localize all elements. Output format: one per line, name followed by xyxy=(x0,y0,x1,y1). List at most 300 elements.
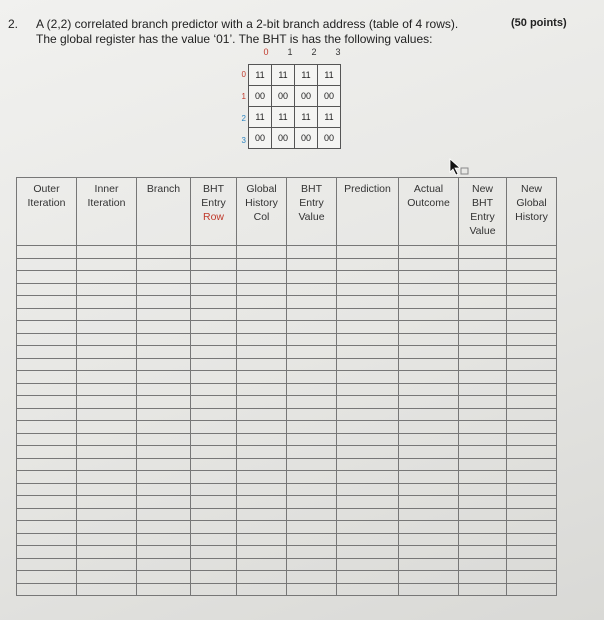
table-cell[interactable] xyxy=(237,496,287,509)
table-cell[interactable] xyxy=(17,433,77,446)
table-cell[interactable] xyxy=(399,408,459,421)
table-cell[interactable] xyxy=(399,546,459,559)
column-header-line: History xyxy=(245,197,278,209)
table-cell[interactable] xyxy=(287,571,337,584)
table-cell[interactable] xyxy=(191,508,237,521)
table-cell[interactable] xyxy=(191,421,237,434)
table-cell[interactable] xyxy=(191,483,237,496)
table-cell[interactable] xyxy=(507,258,557,271)
table-cell[interactable] xyxy=(337,458,399,471)
table-cell[interactable] xyxy=(17,383,77,396)
table-cell[interactable] xyxy=(459,583,507,596)
table-cell[interactable] xyxy=(237,296,287,309)
table-cell[interactable] xyxy=(17,258,77,271)
table-cell[interactable] xyxy=(337,508,399,521)
column-header xyxy=(399,178,459,246)
table-cell[interactable] xyxy=(77,321,137,334)
table-cell[interactable] xyxy=(237,271,287,284)
table-cell[interactable] xyxy=(337,533,399,546)
table-cell[interactable] xyxy=(337,308,399,321)
table-cell[interactable] xyxy=(287,396,337,409)
table-cell[interactable] xyxy=(137,358,191,371)
table-cell[interactable] xyxy=(77,396,137,409)
table-cell[interactable] xyxy=(459,521,507,534)
table-cell[interactable] xyxy=(17,583,77,596)
table-row xyxy=(17,483,557,496)
table-cell[interactable] xyxy=(459,483,507,496)
table-cell[interactable] xyxy=(137,383,191,396)
table-cell[interactable] xyxy=(507,446,557,459)
table-row xyxy=(17,421,557,434)
table-cell[interactable] xyxy=(237,346,287,359)
bht-row-header: 0 xyxy=(241,70,246,79)
table-cell[interactable] xyxy=(137,258,191,271)
table-cell[interactable] xyxy=(17,458,77,471)
table-cell[interactable] xyxy=(77,483,137,496)
table-cell[interactable] xyxy=(287,346,337,359)
table-cell[interactable] xyxy=(337,333,399,346)
table-cell[interactable] xyxy=(287,246,337,259)
table-cell[interactable] xyxy=(191,333,237,346)
bht-row-header: 1 xyxy=(241,92,246,101)
table-cell[interactable] xyxy=(237,458,287,471)
table-cell[interactable] xyxy=(507,408,557,421)
table-cell[interactable] xyxy=(507,521,557,534)
table-cell[interactable] xyxy=(77,508,137,521)
table-cell[interactable] xyxy=(237,246,287,259)
table-cell[interactable] xyxy=(191,433,237,446)
table-cell[interactable] xyxy=(17,408,77,421)
table-cell[interactable] xyxy=(507,271,557,284)
table-cell[interactable] xyxy=(191,446,237,459)
table-cell[interactable] xyxy=(287,458,337,471)
table-cell[interactable] xyxy=(507,546,557,559)
table-cell[interactable] xyxy=(399,433,459,446)
table-cell[interactable] xyxy=(17,533,77,546)
table-cell[interactable] xyxy=(237,258,287,271)
table-cell[interactable] xyxy=(399,321,459,334)
table-cell[interactable] xyxy=(459,546,507,559)
table-cell[interactable] xyxy=(507,396,557,409)
table-cell[interactable] xyxy=(399,246,459,259)
table-cell[interactable] xyxy=(399,371,459,384)
table-cell[interactable] xyxy=(507,358,557,371)
table-cell[interactable] xyxy=(137,446,191,459)
table-cell[interactable] xyxy=(459,533,507,546)
table-cell[interactable] xyxy=(137,558,191,571)
table-cell[interactable] xyxy=(459,371,507,384)
table-cell[interactable] xyxy=(287,496,337,509)
table-cell[interactable] xyxy=(507,571,557,584)
table-cell[interactable] xyxy=(17,358,77,371)
table-cell[interactable] xyxy=(137,471,191,484)
table-cell[interactable] xyxy=(137,458,191,471)
table-cell[interactable] xyxy=(77,421,137,434)
table-cell[interactable] xyxy=(337,358,399,371)
bht-cell: 00 xyxy=(249,86,272,107)
table-cell[interactable] xyxy=(337,396,399,409)
table-cell[interactable] xyxy=(287,546,337,559)
column-header-line: Entry xyxy=(470,211,495,223)
table-cell[interactable] xyxy=(191,396,237,409)
table-cell[interactable] xyxy=(237,333,287,346)
table-cell[interactable] xyxy=(507,433,557,446)
table-cell[interactable] xyxy=(17,246,77,259)
table-cell[interactable] xyxy=(77,346,137,359)
table-cell[interactable] xyxy=(399,446,459,459)
table-cell[interactable] xyxy=(399,333,459,346)
table-cell[interactable] xyxy=(77,558,137,571)
column-header-line: BHT xyxy=(203,183,224,195)
table-cell[interactable] xyxy=(77,358,137,371)
table-row xyxy=(17,371,557,384)
table-cell[interactable] xyxy=(459,258,507,271)
bht-cell: 11 xyxy=(318,107,341,128)
table-cell[interactable] xyxy=(191,496,237,509)
table-cell[interactable] xyxy=(237,571,287,584)
table-cell[interactable] xyxy=(237,308,287,321)
table-cell[interactable] xyxy=(459,558,507,571)
table-cell[interactable] xyxy=(77,458,137,471)
table-cell[interactable] xyxy=(77,296,137,309)
table-cell[interactable] xyxy=(507,496,557,509)
table-cell[interactable] xyxy=(191,321,237,334)
table-cell[interactable] xyxy=(17,308,77,321)
table-cell[interactable] xyxy=(77,546,137,559)
table-cell[interactable] xyxy=(237,358,287,371)
table-cell[interactable] xyxy=(459,446,507,459)
table-cell[interactable] xyxy=(191,296,237,309)
table-cell[interactable] xyxy=(191,283,237,296)
table-cell[interactable] xyxy=(191,558,237,571)
table-cell[interactable] xyxy=(287,271,337,284)
table-cell[interactable] xyxy=(459,508,507,521)
table-cell[interactable] xyxy=(399,521,459,534)
table-cell[interactable] xyxy=(287,371,337,384)
table-cell[interactable] xyxy=(287,471,337,484)
table-cell[interactable] xyxy=(191,571,237,584)
table-cell[interactable] xyxy=(237,471,287,484)
table-cell[interactable] xyxy=(77,283,137,296)
table-cell[interactable] xyxy=(507,558,557,571)
table-cell[interactable] xyxy=(459,396,507,409)
table-row xyxy=(17,546,557,559)
table-cell[interactable] xyxy=(459,458,507,471)
table-cell[interactable] xyxy=(459,333,507,346)
table-cell[interactable] xyxy=(77,408,137,421)
table-cell[interactable] xyxy=(191,458,237,471)
table-cell[interactable] xyxy=(17,558,77,571)
table-cell[interactable] xyxy=(237,521,287,534)
table-cell[interactable] xyxy=(459,271,507,284)
table-cell[interactable] xyxy=(507,458,557,471)
table-cell[interactable] xyxy=(191,371,237,384)
table-row xyxy=(17,408,557,421)
table-cell[interactable] xyxy=(507,321,557,334)
table-cell[interactable] xyxy=(17,396,77,409)
table-cell[interactable] xyxy=(137,496,191,509)
table-cell[interactable] xyxy=(137,533,191,546)
table-cell[interactable] xyxy=(287,433,337,446)
table-cell[interactable] xyxy=(507,508,557,521)
table-cell[interactable] xyxy=(459,496,507,509)
table-cell[interactable] xyxy=(17,483,77,496)
table-cell[interactable] xyxy=(137,333,191,346)
table-cell[interactable] xyxy=(287,283,337,296)
table-cell[interactable] xyxy=(399,396,459,409)
table-cell[interactable] xyxy=(77,258,137,271)
table-cell[interactable] xyxy=(459,321,507,334)
table-cell[interactable] xyxy=(191,408,237,421)
table-cell[interactable] xyxy=(507,246,557,259)
table-cell[interactable] xyxy=(77,371,137,384)
bht-cell: 11 xyxy=(249,65,272,86)
table-cell[interactable] xyxy=(459,433,507,446)
table-cell[interactable] xyxy=(399,258,459,271)
table-cell[interactable] xyxy=(17,571,77,584)
table-cell[interactable] xyxy=(237,446,287,459)
table-cell[interactable] xyxy=(191,308,237,321)
table-cell[interactable] xyxy=(287,521,337,534)
table-cell[interactable] xyxy=(287,358,337,371)
table-cell[interactable] xyxy=(399,583,459,596)
table-cell[interactable] xyxy=(237,583,287,596)
table-cell[interactable] xyxy=(337,583,399,596)
column-header-line: BHT xyxy=(301,183,322,195)
table-cell[interactable] xyxy=(191,358,237,371)
table-cell[interactable] xyxy=(237,483,287,496)
table-cell[interactable] xyxy=(399,533,459,546)
table-cell[interactable] xyxy=(137,271,191,284)
table-cell[interactable] xyxy=(137,283,191,296)
table-cell[interactable] xyxy=(399,296,459,309)
table-cell[interactable] xyxy=(507,283,557,296)
table-cell[interactable] xyxy=(337,283,399,296)
table-cell[interactable] xyxy=(507,371,557,384)
table-cell[interactable] xyxy=(77,446,137,459)
table-cell[interactable] xyxy=(459,571,507,584)
table-cell[interactable] xyxy=(507,533,557,546)
table-cell[interactable] xyxy=(77,471,137,484)
table-cell[interactable] xyxy=(337,246,399,259)
table-cell[interactable] xyxy=(507,383,557,396)
table-cell[interactable] xyxy=(137,483,191,496)
table-cell[interactable] xyxy=(399,558,459,571)
table-cell[interactable] xyxy=(507,333,557,346)
table-cell[interactable] xyxy=(137,521,191,534)
table-cell[interactable] xyxy=(337,496,399,509)
question-text-line-1: A (2,2) correlated branch predictor with a 2-bit branch address (table of 4 rows). xyxy=(36,17,459,31)
table-cell[interactable] xyxy=(77,583,137,596)
table-cell[interactable] xyxy=(337,296,399,309)
table-cell[interactable] xyxy=(507,346,557,359)
table-cell[interactable] xyxy=(399,271,459,284)
table-cell[interactable] xyxy=(287,446,337,459)
bht-col-header: 1 xyxy=(287,47,293,57)
table-cell[interactable] xyxy=(337,371,399,384)
table-cell[interactable] xyxy=(337,408,399,421)
table-cell[interactable] xyxy=(399,283,459,296)
table-cell[interactable] xyxy=(137,421,191,434)
table-cell[interactable] xyxy=(237,558,287,571)
table-cell[interactable] xyxy=(459,421,507,434)
table-cell[interactable] xyxy=(399,483,459,496)
table-cell[interactable] xyxy=(237,508,287,521)
table-cell[interactable] xyxy=(191,533,237,546)
table-cell[interactable] xyxy=(17,521,77,534)
column-header xyxy=(77,178,137,246)
table-cell[interactable] xyxy=(337,446,399,459)
table-cell[interactable] xyxy=(399,308,459,321)
table-cell[interactable] xyxy=(17,508,77,521)
table-cell[interactable] xyxy=(337,571,399,584)
table-cell[interactable] xyxy=(191,271,237,284)
table-cell[interactable] xyxy=(191,258,237,271)
table-cell[interactable] xyxy=(399,496,459,509)
table-cell[interactable] xyxy=(459,296,507,309)
table-cell[interactable] xyxy=(191,583,237,596)
table-cell[interactable] xyxy=(77,246,137,259)
table-cell[interactable] xyxy=(337,433,399,446)
table-cell[interactable] xyxy=(287,321,337,334)
table-cell[interactable] xyxy=(287,483,337,496)
table-cell[interactable] xyxy=(77,433,137,446)
table-cell[interactable] xyxy=(137,571,191,584)
table-cell[interactable] xyxy=(191,383,237,396)
table-cell[interactable] xyxy=(77,533,137,546)
table-cell[interactable] xyxy=(137,346,191,359)
table-cell[interactable] xyxy=(399,421,459,434)
table-cell[interactable] xyxy=(287,583,337,596)
table-cell[interactable] xyxy=(337,471,399,484)
table-cell[interactable] xyxy=(77,496,137,509)
table-cell[interactable] xyxy=(337,558,399,571)
table-cell[interactable] xyxy=(17,546,77,559)
table-cell[interactable] xyxy=(337,346,399,359)
table-cell[interactable] xyxy=(77,521,137,534)
table-cell[interactable] xyxy=(17,321,77,334)
table-cell[interactable] xyxy=(17,333,77,346)
table-cell[interactable] xyxy=(459,283,507,296)
table-cell[interactable] xyxy=(287,421,337,434)
table-cell[interactable] xyxy=(287,308,337,321)
table-cell[interactable] xyxy=(17,271,77,284)
table-cell[interactable] xyxy=(337,521,399,534)
table-cell[interactable] xyxy=(287,296,337,309)
table-cell[interactable] xyxy=(237,371,287,384)
table-cell[interactable] xyxy=(77,271,137,284)
table-cell[interactable] xyxy=(237,533,287,546)
table-cell[interactable] xyxy=(17,371,77,384)
column-header-line: Iteration xyxy=(27,197,66,209)
table-cell[interactable] xyxy=(17,496,77,509)
table-cell[interactable] xyxy=(137,396,191,409)
table-cell[interactable] xyxy=(137,321,191,334)
table-cell[interactable] xyxy=(337,321,399,334)
table-cell[interactable] xyxy=(191,546,237,559)
table-cell[interactable] xyxy=(399,471,459,484)
table-cell[interactable] xyxy=(77,308,137,321)
table-cell[interactable] xyxy=(337,271,399,284)
table-cell[interactable] xyxy=(17,346,77,359)
table-cell[interactable] xyxy=(337,546,399,559)
table-cell[interactable] xyxy=(237,546,287,559)
table-cell[interactable] xyxy=(137,408,191,421)
table-cell[interactable] xyxy=(399,458,459,471)
table-cell[interactable] xyxy=(191,346,237,359)
table-cell[interactable] xyxy=(507,471,557,484)
table-cell[interactable] xyxy=(77,571,137,584)
table-cell[interactable] xyxy=(459,383,507,396)
table-cell[interactable] xyxy=(137,246,191,259)
table-cell[interactable] xyxy=(459,358,507,371)
table-cell[interactable] xyxy=(287,333,337,346)
table-cell[interactable] xyxy=(287,508,337,521)
table-cell[interactable] xyxy=(137,308,191,321)
table-cell[interactable] xyxy=(237,421,287,434)
table-cell[interactable] xyxy=(191,471,237,484)
table-cell[interactable] xyxy=(337,383,399,396)
table-cell[interactable] xyxy=(17,283,77,296)
table-cell[interactable] xyxy=(137,296,191,309)
table-cell[interactable] xyxy=(459,246,507,259)
table-cell[interactable] xyxy=(191,246,237,259)
table-cell[interactable] xyxy=(191,521,237,534)
table-cell[interactable] xyxy=(237,383,287,396)
table-cell[interactable] xyxy=(17,421,77,434)
table-cell[interactable] xyxy=(237,321,287,334)
table-cell[interactable] xyxy=(507,296,557,309)
table-cell[interactable] xyxy=(287,383,337,396)
table-cell[interactable] xyxy=(137,546,191,559)
table-cell[interactable] xyxy=(337,483,399,496)
table-cell[interactable] xyxy=(507,583,557,596)
table-cell[interactable] xyxy=(237,433,287,446)
table-cell[interactable] xyxy=(237,408,287,421)
table-cell[interactable] xyxy=(337,421,399,434)
table-cell[interactable] xyxy=(287,408,337,421)
table-cell[interactable] xyxy=(459,308,507,321)
table-cell[interactable] xyxy=(337,258,399,271)
table-cell[interactable] xyxy=(287,533,337,546)
table-cell[interactable] xyxy=(77,383,137,396)
table-cell[interactable] xyxy=(459,346,507,359)
table-cell[interactable] xyxy=(399,571,459,584)
table-cell[interactable] xyxy=(399,358,459,371)
table-cell[interactable] xyxy=(17,296,77,309)
table-cell[interactable] xyxy=(237,283,287,296)
table-cell[interactable] xyxy=(399,383,459,396)
bht-col-header: 2 xyxy=(311,47,317,57)
table-cell[interactable] xyxy=(287,258,337,271)
table-cell[interactable] xyxy=(459,471,507,484)
table-cell[interactable] xyxy=(507,421,557,434)
table-cell[interactable] xyxy=(137,371,191,384)
table-cell[interactable] xyxy=(287,558,337,571)
table-cell[interactable] xyxy=(507,308,557,321)
table-cell[interactable] xyxy=(137,583,191,596)
table-cell[interactable] xyxy=(399,346,459,359)
table-cell[interactable] xyxy=(237,396,287,409)
table-cell[interactable] xyxy=(399,508,459,521)
table-cell[interactable] xyxy=(459,408,507,421)
table-cell[interactable] xyxy=(137,433,191,446)
table-cell[interactable] xyxy=(77,333,137,346)
table-cell[interactable] xyxy=(507,483,557,496)
table-cell[interactable] xyxy=(17,471,77,484)
table-cell[interactable] xyxy=(17,446,77,459)
table-cell[interactable] xyxy=(137,508,191,521)
